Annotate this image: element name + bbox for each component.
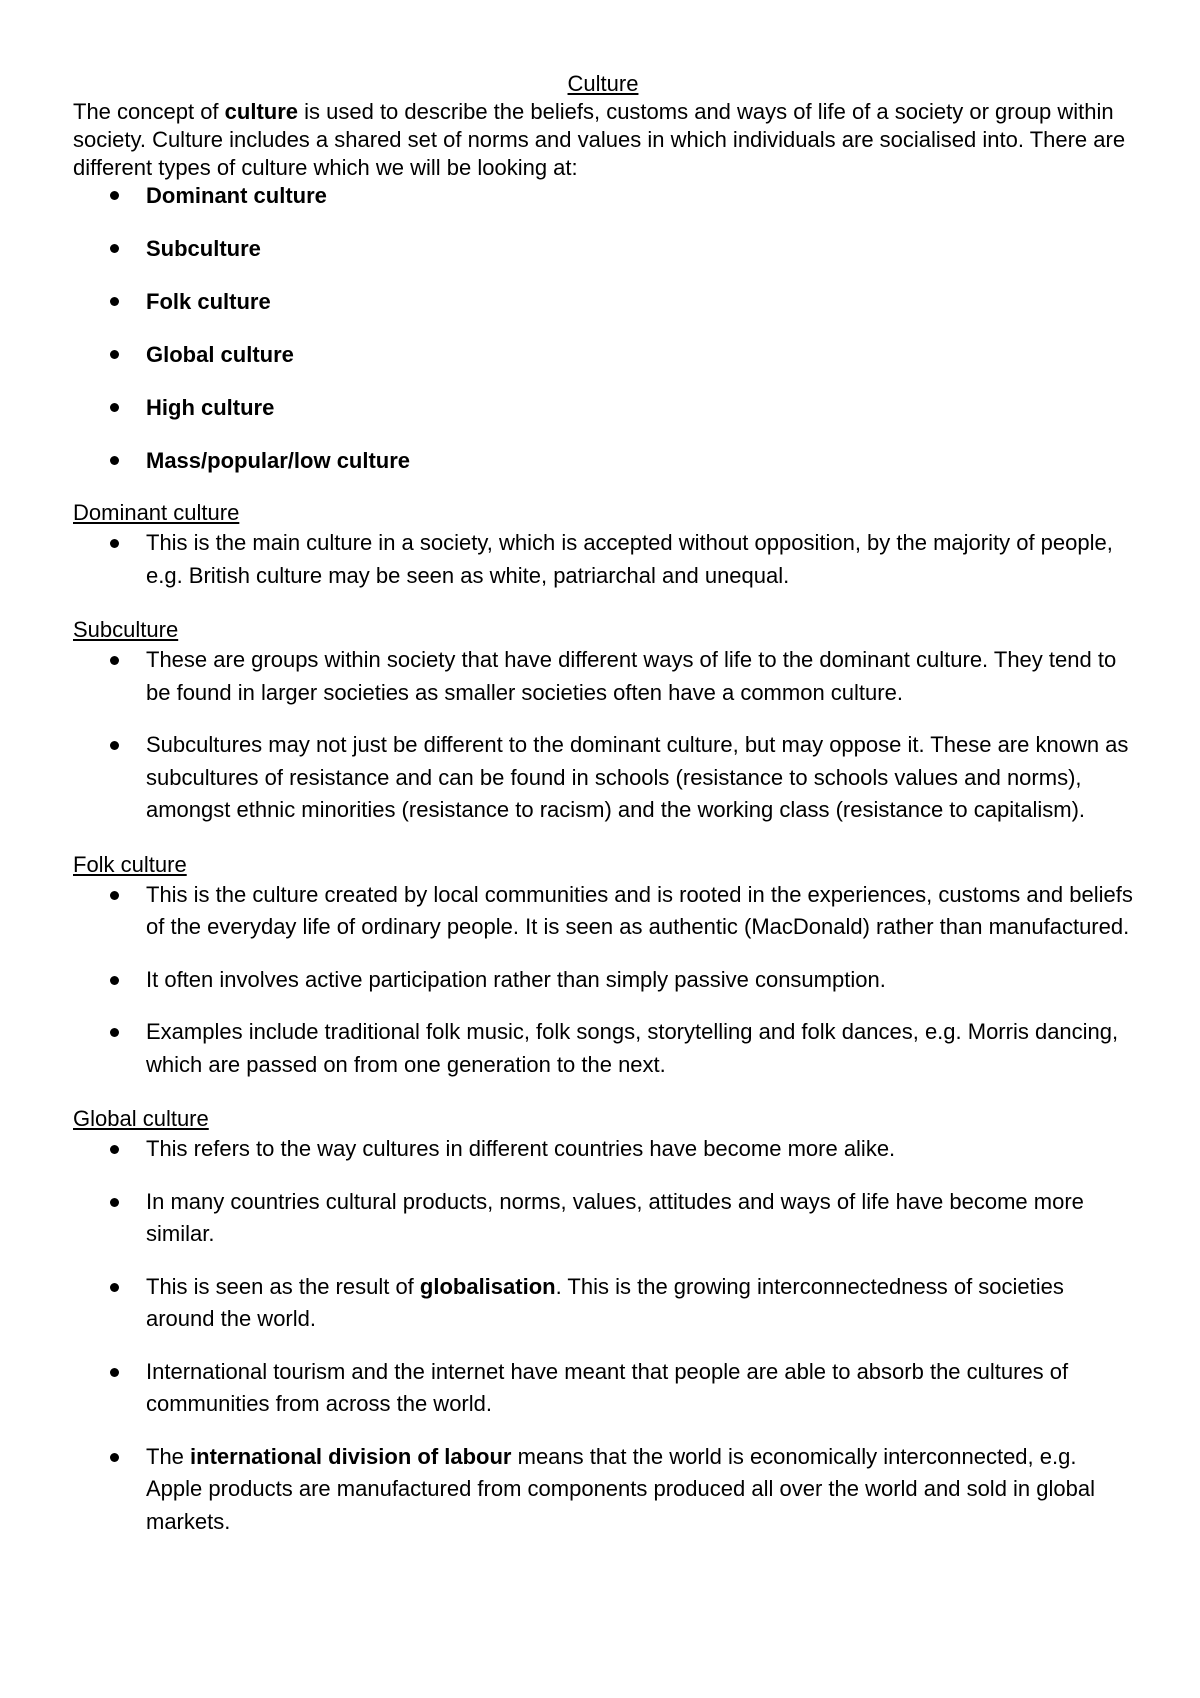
text-segment: means that the world is economically interconnected, e.g. Apple products are manufactured from components produced all over the world and sold in global markets.: [146, 1443, 1095, 1534]
bullet-icon: [110, 350, 119, 359]
section-subculture: [73, 616, 1133, 827]
intro-paragraph: [73, 98, 1133, 182]
point-list: [73, 879, 1133, 1082]
text-segment: The: [146, 1443, 191, 1469]
list-item: [73, 288, 1133, 316]
list-item-text: This is the culture created by local communities and is rooted in the experiences, customs and beliefs of the everyday life of ordinary people. It is seen as authentic (MacDonald) rather than manufactured.: [146, 881, 1133, 939]
list-item: [73, 235, 1133, 263]
document-page: [73, 70, 1133, 1562]
culture-types-list: [73, 182, 1133, 475]
list-item: [73, 1356, 1133, 1421]
section-heading: Dominant culture: [73, 500, 240, 525]
section-dominant-culture: [73, 499, 1133, 592]
text-segment: This is seen as the result of: [146, 1273, 420, 1299]
list-item-text: Subculture: [146, 236, 261, 261]
point-list: [73, 644, 1133, 827]
page-title: Culture: [567, 71, 639, 96]
section-global-culture: [73, 1105, 1133, 1538]
bullet-icon: [110, 403, 119, 412]
section-heading: Subculture: [73, 617, 179, 642]
intro-text-end: is used to describe the beliefs, customs and ways of life of a society or group within society. Culture includes a shared set of norms and values in which individuals are socialised into. There are different types of culture which we will be looking at:: [73, 99, 1126, 180]
bullet-icon: [110, 656, 119, 665]
bullet-icon: [110, 1198, 119, 1207]
bullet-icon: [110, 976, 119, 985]
list-item: [73, 527, 1133, 592]
section-heading: Global culture: [73, 1106, 209, 1131]
list-item: [73, 964, 1133, 997]
list-item-text: High culture: [146, 395, 275, 420]
bullet-icon: [110, 1283, 119, 1292]
list-item-text: In many countries cultural products, norms, values, attitudes and ways of life have become more similar.: [146, 1188, 1084, 1246]
intro-text-start: The concept of: [73, 99, 225, 124]
list-item-text: Subcultures may not just be different to the dominant culture, but may oppose it. These are known as subcultures of resistance and can be found in schools (resistance to schools values and norms), amongst ethnic minorities (resistance to racism) and the working class (resistance to capitalism).: [146, 732, 1129, 822]
list-item-text: It often involves active participation rather than simply passive consumption.: [146, 966, 886, 992]
list-item-text: [146, 1274, 1064, 1332]
list-item-text: This is the main culture in a society, which is accepted without opposition, by the majority of people, e.g. British culture may be seen as white, patriarchal and unequal.: [146, 530, 1113, 588]
list-item: [73, 1016, 1133, 1081]
list-item-text: Examples include traditional folk music, folk songs, storytelling and folk dances, e.g. Morris dancing, which are passed on from one generation to the next.: [146, 1019, 1119, 1077]
bullet-icon: [110, 741, 119, 750]
list-item-text: Dominant culture: [146, 183, 327, 208]
list-item: [73, 1271, 1133, 1336]
list-item: [73, 341, 1133, 369]
bullet-icon: [110, 191, 119, 200]
list-item: [73, 644, 1133, 709]
list-item-text: Folk culture: [146, 289, 271, 314]
list-item: [73, 394, 1133, 422]
bullet-icon: [110, 244, 119, 253]
point-list: [73, 1133, 1133, 1538]
bullet-icon: [110, 1368, 119, 1377]
intro-bold-term: culture: [224, 99, 299, 124]
list-item-text: [146, 1444, 1095, 1534]
bullet-icon: [110, 1453, 119, 1462]
list-item-text: These are groups within society that have different ways of life to the dominant culture. They tend to be found in larger societies as smaller societies often have a common culture.: [146, 647, 1117, 705]
list-item-text: International tourism and the internet have meant that people are able to absorb the cultures of communities from across the world.: [146, 1358, 1069, 1416]
section-heading: Folk culture: [73, 851, 187, 877]
list-item: [73, 1133, 1133, 1166]
section-folk-culture: [73, 851, 1133, 1082]
list-item: [73, 1186, 1133, 1251]
bullet-icon: [110, 891, 119, 900]
list-item-text: Mass/popular/low culture: [146, 448, 411, 473]
list-item: [73, 182, 1133, 210]
point-list: [73, 527, 1133, 592]
list-item: [73, 879, 1133, 944]
bullet-icon: [110, 1145, 119, 1154]
list-item: [73, 729, 1133, 827]
list-item: [73, 1441, 1133, 1539]
text-segment: . This is the growing interconnectedness of societies around the world.: [146, 1273, 1064, 1331]
bullet-icon: [110, 456, 119, 465]
list-item-text: This refers to the way cultures in different countries have become more alike.: [146, 1136, 896, 1161]
bullet-icon: [110, 539, 119, 548]
list-item: [73, 447, 1133, 475]
bold-term: globalisation: [419, 1273, 556, 1299]
list-item-text: Global culture: [146, 342, 294, 367]
bold-term: international division of labour: [190, 1443, 512, 1469]
bullet-icon: [110, 1028, 119, 1037]
bullet-icon: [110, 297, 119, 306]
